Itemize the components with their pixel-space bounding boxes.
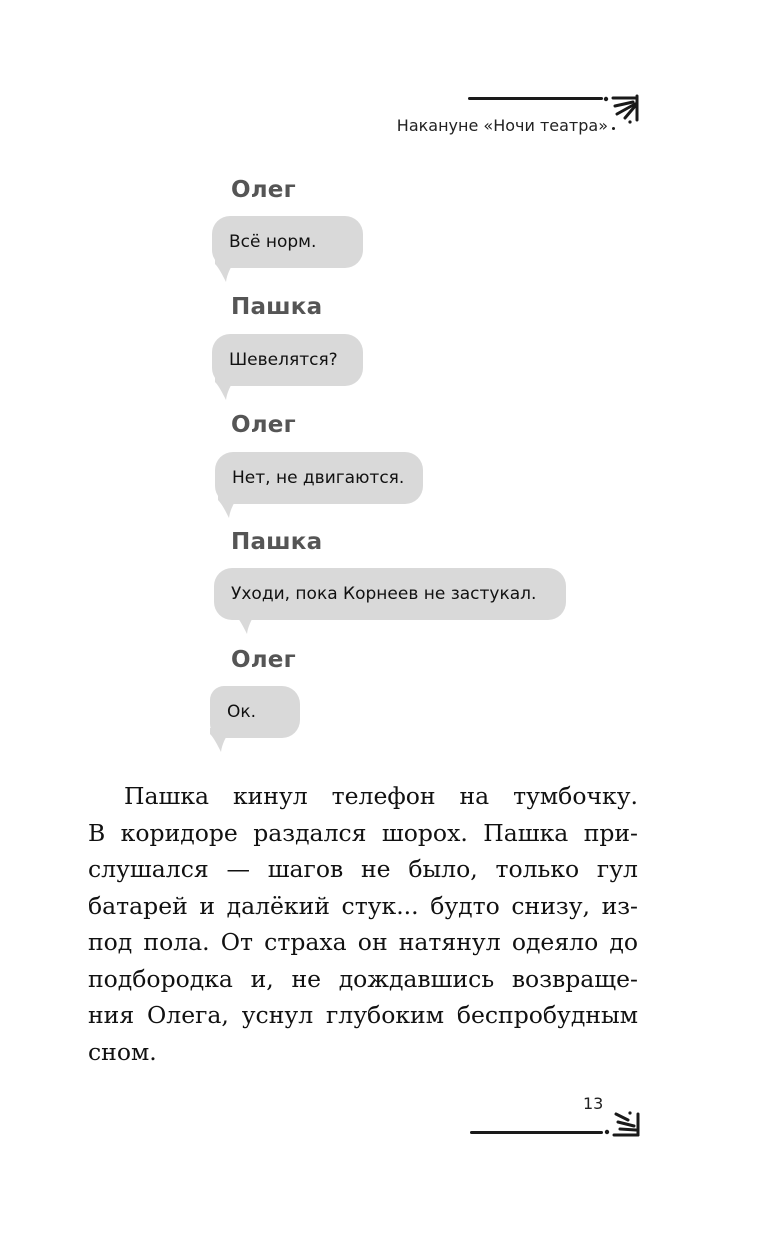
chat-bubble: [212, 334, 363, 386]
chat-message-text: Ок.: [227, 702, 257, 722]
sunburst-corner-icon: [604, 1110, 644, 1140]
body-line: подбородка и, не дождавшись возвраще-: [88, 964, 638, 993]
footer-rule: [470, 1131, 603, 1134]
chat-bubble: [212, 216, 363, 268]
chat-message-text: Уходи, пока Корнеев не застукал.: [231, 584, 537, 604]
page-number: 13: [583, 1094, 604, 1113]
body-line: слушался — шагов не было, только гул: [88, 855, 638, 883]
chat-speaker: Олег: [231, 412, 296, 438]
running-head-dot: [612, 127, 615, 130]
sunburst-corner-icon: [603, 92, 643, 126]
chat-message-text: Нет, не двигаются.: [232, 468, 405, 488]
chat-bubble: [215, 452, 423, 504]
chat-bubble: [210, 686, 300, 738]
running-head: Накануне «Ночи театра»: [396, 116, 608, 135]
chat-message-text: Шевелятся?: [229, 350, 338, 370]
body-line: под пола. От страха он натянул одеяло до: [88, 928, 638, 956]
chat-bubble: [214, 568, 566, 620]
body-line: Пашка кинул телефон на тумбочку.: [124, 782, 638, 810]
chat-speaker: Пашка: [231, 294, 323, 320]
body-paragraph: [88, 778, 638, 1070]
body-line: ния Олега, уснул глубоким беспробудным: [88, 1001, 638, 1029]
body-line: В коридоре раздался шорох. Пашка при-: [88, 818, 638, 847]
body-line: батарей и далёкий стук... будто снизу, из-: [88, 891, 638, 920]
chat-message-text: Всё норм.: [229, 232, 317, 252]
chat-speaker: Олег: [231, 177, 296, 203]
header-rule: [468, 97, 603, 100]
chat-speaker: Олег: [231, 647, 296, 673]
body-line: сном.: [88, 1037, 157, 1066]
chat-speaker: Пашка: [231, 529, 323, 555]
